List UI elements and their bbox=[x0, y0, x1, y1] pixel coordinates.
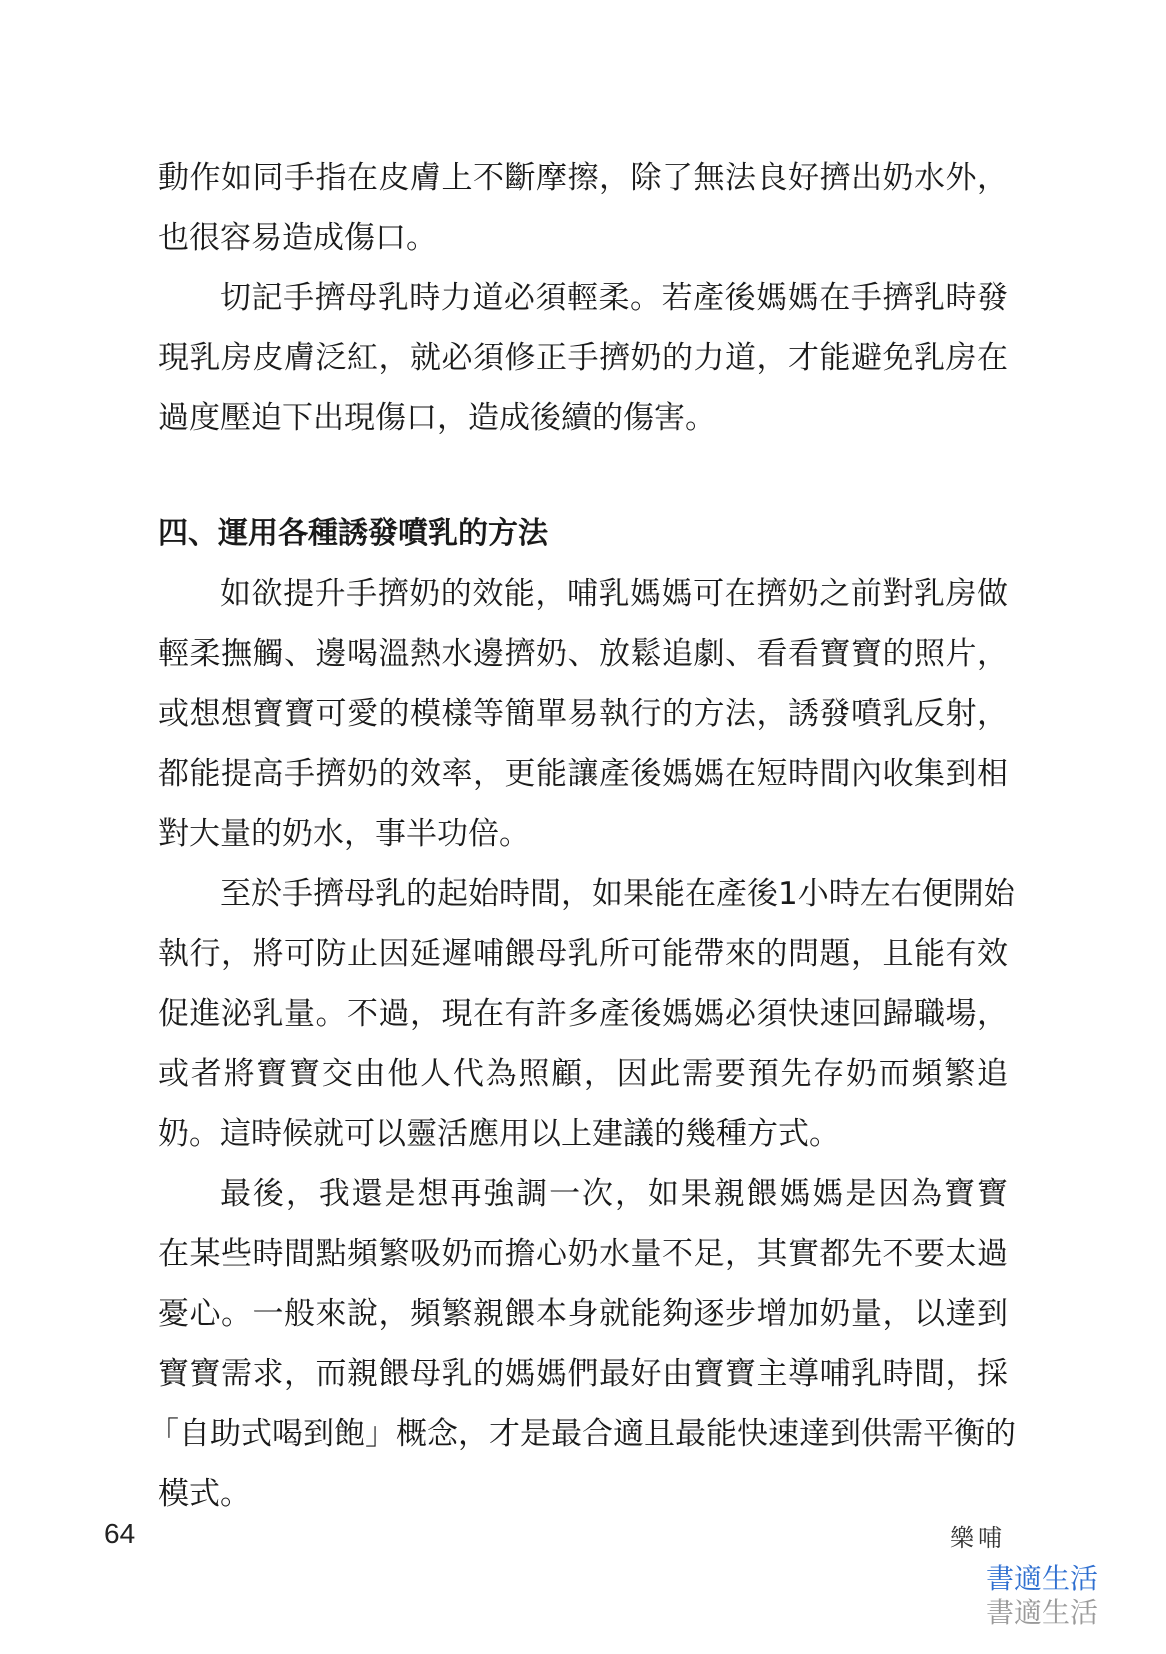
text-line: 或者將寶寶交由他人代為照顧，因此需要預先存奶而頻繁追 bbox=[158, 1056, 1008, 1092]
text-line: 在某些時間點頻繁吸奶而擔心奶水量不足，其實都先不要太過 bbox=[158, 1236, 1008, 1272]
paragraph-3 bbox=[158, 564, 1008, 864]
text-line: 憂心。一般來說，頻繁親餵本身就能夠逐步增加奶量，以達到 bbox=[158, 1296, 1008, 1332]
paragraph-5 bbox=[148, 1164, 1016, 1524]
text-line: 對大量的奶水，事半功倍。 bbox=[158, 816, 530, 852]
page-number: 64 bbox=[104, 1518, 136, 1549]
publisher-watermark bbox=[986, 1562, 1098, 1630]
page-body bbox=[148, 148, 1016, 1524]
watermark-text-secondary: 書適生活 bbox=[986, 1596, 1099, 1629]
text-line: 模式。 bbox=[158, 1476, 251, 1512]
text-line: 「自助式喝到飽」概念，才是最合適且最能快速達到供需平衡的 bbox=[148, 1416, 1016, 1452]
text-line: 如欲提升手擠奶的效能，哺乳媽媽可在擠奶之前對乳房做 bbox=[220, 576, 1008, 612]
section-heading: 四、運用各種誘發噴乳的方法 bbox=[158, 516, 548, 551]
text-line: 也很容易造成傷口。 bbox=[158, 220, 437, 256]
text-line: 奶。這時候就可以靈活應用以上建議的幾種方式。 bbox=[158, 1116, 840, 1152]
text-line: 動作如同手指在皮膚上不斷摩擦，除了無法良好擠出奶水外， bbox=[158, 160, 1008, 196]
text-line: 促進泌乳量。不過，現在有許多產後媽媽必須快速回歸職場， bbox=[158, 996, 1008, 1032]
text-line: 寶寶需求，而親餵母乳的媽媽們最好由寶寶主導哺乳時間，採 bbox=[158, 1356, 1008, 1392]
text-line: 過度壓迫下出現傷口，造成後續的傷害。 bbox=[158, 400, 716, 436]
paragraph-4 bbox=[158, 864, 1015, 1164]
paragraph-2 bbox=[158, 268, 1008, 448]
section-spacer bbox=[158, 448, 1008, 504]
running-title: 樂哺 bbox=[950, 1524, 1006, 1552]
text-line: 現乳房皮膚泛紅，就必須修正手擠奶的力道，才能避免乳房在 bbox=[158, 340, 1008, 376]
text-line: 輕柔撫觸、邊喝溫熱水邊擠奶、放鬆追劇、看看寶寶的照片， bbox=[158, 636, 1008, 672]
text-line: 都能提高手擠奶的效率，更能讓產後媽媽在短時間內收集到相 bbox=[158, 756, 1008, 792]
paragraph-1 bbox=[158, 148, 1008, 268]
text-line: 最後，我還是想再強調一次，如果親餵媽媽是因為寶寶 bbox=[220, 1176, 1008, 1212]
watermark-text-primary: 書適生活 bbox=[986, 1562, 1099, 1595]
text-line: 切記手擠母乳時力道必須輕柔。若產後媽媽在手擠乳時發 bbox=[220, 280, 1008, 316]
text-line: 或想想寶寶可愛的模樣等簡單易執行的方法，誘發噴乳反射， bbox=[158, 696, 1008, 732]
text-line: 執行，將可防止因延遲哺餵母乳所可能帶來的問題，且能有效 bbox=[158, 936, 1008, 972]
text-line: 至於手擠母乳的起始時間，如果能在產後1小時左右便開始 bbox=[220, 876, 1015, 912]
